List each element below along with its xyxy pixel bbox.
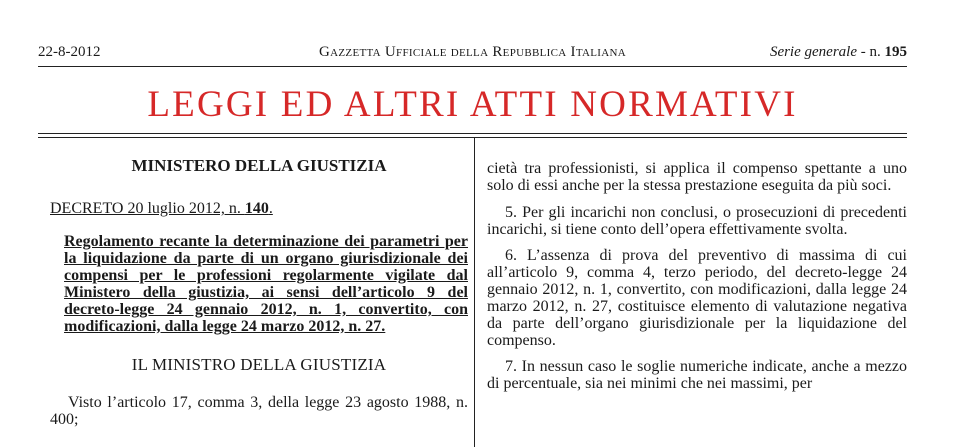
- visto-paragraph: Visto l’articolo 17, comma 3, della legge 23 agosto 1988, n. 400;: [50, 394, 468, 428]
- issue-date: 22-8-2012: [38, 44, 101, 60]
- paragraph-7: 7. In nessun caso le soglie numeriche indicate, anche a mezzo di percentuale, sia nei minimi che nei massimi, per: [487, 358, 907, 392]
- serie-info: [770, 44, 907, 61]
- column-divider: [474, 137, 475, 447]
- regulation-title: Regolamento recante la determinazione dei parametri per la liquidazione da parte di un organo giurisdizionale dei compensi per le professioni regolarmente vigilate dal Ministero della giustizia, ai sensi dell’articolo 9 del decreto-legge 24 gennaio 2012, n. 1, convertito, con modificazioni, dalla legge 24 marzo 2012, n. 27.: [64, 233, 468, 335]
- serie-label: Serie generale: [769, 44, 857, 60]
- section-rule-bottom: [38, 137, 907, 138]
- decree-line: [50, 200, 468, 217]
- signatory-heading: IL MINISTRO DELLA GIUSTIZIA: [131, 355, 387, 374]
- section-rule-top: [38, 133, 907, 134]
- ministry-heading: MINISTERO DELLA GIUSTIZIA: [131, 156, 387, 175]
- serie-separator: - n.: [857, 44, 885, 60]
- decree-prefix: DECRETO 20 luglio 2012, n.: [50, 200, 245, 217]
- decree-suffix: .: [268, 200, 273, 217]
- page-header: [38, 44, 907, 64]
- paragraph-continuation: cietà tra professionisti, si applica il compenso spettante a uno solo di essi anche per la stessa prestazione eseguita da più soci.: [487, 160, 907, 194]
- left-column: [50, 152, 468, 428]
- paragraph-5: 5. Per gli incarichi non conclusi, o prosecuzioni di precedenti incarichi, si tiene conto dell’opera effettivamente svolta.: [487, 204, 907, 238]
- section-title: LEGGI ED ALTRI ATTI NORMATIVI: [147, 84, 798, 125]
- decree-number: 140: [244, 200, 269, 217]
- paragraph-6: 6. L’assenza di prova del preventivo di massima di cui all’articolo 9, comma 4, terzo periodo, del decreto-legge 24 gennaio 2012, n. 1, convertito, con modificazioni, dalla legge 24 marzo 2012, n. 27, costituisce elemento di valutazione negativa da parte dell’organo giurisdizionale per la liquidazione del compenso.: [487, 247, 907, 349]
- publication-title: Gazzetta Ufficiale della Repubblica Italiana: [319, 44, 626, 60]
- serie-number: 195: [884, 44, 907, 60]
- header-rule: [38, 66, 907, 67]
- right-column: [487, 160, 907, 401]
